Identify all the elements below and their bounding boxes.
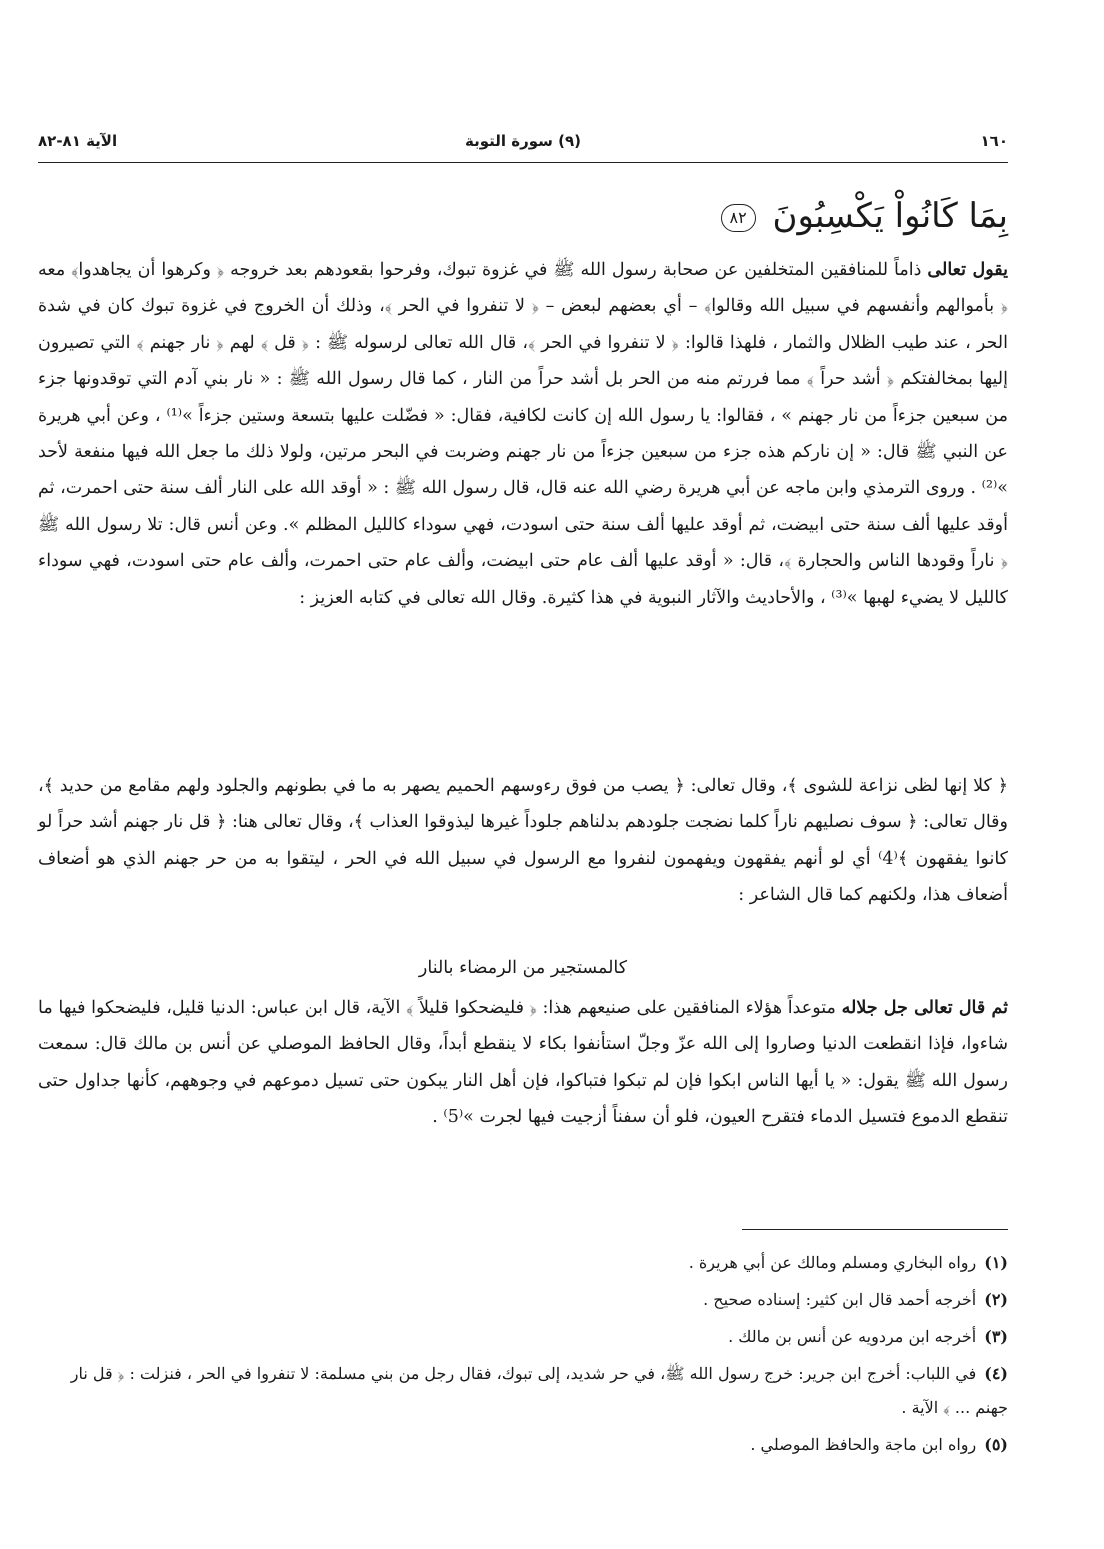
ayah-range: الآية ٨١-٨٢ <box>38 132 118 150</box>
commentary-paragraph-3 <box>38 990 1008 1136</box>
footnote-text: أخرجه ابن مردويه عن أنس بن مالك . <box>728 1327 977 1346</box>
page-number: ١٦٠ <box>980 132 1008 150</box>
footnote-label: (١) <box>984 1253 1008 1272</box>
commentary-paragraph-2 <box>38 768 1008 914</box>
footnote-label: (٢) <box>984 1290 1008 1309</box>
verse-text: بِمَا كَانُواْ يَكْسِبُونَ <box>772 196 1008 236</box>
footnote-1 <box>38 1246 1008 1280</box>
quran-verse <box>38 176 1008 256</box>
paragraph-text: ذاماً للمنافقين المتخلفين عن صحابة رسول الله ﷺ في غزوة تبوك، وفرحوا بقعودهم بعد خروجه ﴿ وكرهوا أن يجاهدوا﴾ معه ﴿ بأموالهم وأنفسهم في سبيل الله وقالوا﴾ – أي بعضهم لبعض – ﴿ لا تنفروا في الحر ﴾، وذلك أن الخروج في غزوة تبوك كان في شدة الحر ، عند طيب الظلال والثمار ، فلهذا قالوا: ﴿ لا تنفروا في الحر ﴾، قال الله تعالى لرسوله ﷺ : ﴿ قل ﴾ لهم ﴿ نار جهنم ﴾ التي تصيرون إليها بمخالفتكم ﴿ أشد حراً ﴾ مما فررتم منه من الحر بل أشد حراً من النار ، كما قال رسول الله ﷺ : « نار بني آدم التي توقدونها جزء من سبعين جزءاً من نار جهنم » ، فقالوا: يا رسول الله إن كانت لكافية، فقال: « فضّلت عليها بتسعة وستين جزءاً »⁽¹⁾ ، وعن أبي هريرة عن النبي ﷺ قال: « إن ناركم هذه جزء من سبعين جزءاً من نار جهنم وضربت في البحر مرتين، ولولا ذلك ما جعل الله فيها منفعة لأحد »⁽²⁾ . وروى الترمذي وابن ماجه عن أبي هريرة رضي الله عنه قال، قال رسول الله ﷺ : « أوقد الله على النار ألف سنة حتى احمرت، ثم أوقد عليها ألف سنة حتى ابيضت، ثم أوقد عليها ألف سنة حتى اسودت، فهي سوداء كالليل المظلم ». وعن أنس قال: تلا رسول الله ﷺ ﴿ ناراً وقودها الناس والحجارة ﴾، قال: « أوقد عليها ألف عام حتى ابيضت، وألف عام حتى احمرت، وألف عام حتى اسودت، فهي سوداء كالليل لا يضيء لهبها »⁽³⁾ ، والأحاديث والآثار النبوية في هذا كثيرة. وقال الله تعالى في كتابه العزيز : <box>38 260 1008 608</box>
footnote-5 <box>38 1428 1008 1462</box>
paragraph-text: متوعداً هؤلاء المنافقين على صنيعهم هذا: ﴿ فليضحكوا قليلاً ﴾ الآية، قال ابن عباس: الدنيا قليل، فليضحكوا فيها ما شاءوا، فإذا انقطعت الدنيا وصاروا إلى الله عزّ وجلّ استأنفوا بكاء لا ينقطع أبداً، وقال الحافظ الموصلي عن أنس بن مالك قال: سمعت رسول الله ﷺ يقول: « يا أيها الناس ابكوا فإن لم تبكوا فتباكوا، فإن أهل النار يبكون حتى تسيل دموعهم في وجوههم، كأنها جداول حتى تنقطع الدموع فتسيل الدماء فتقرح العيون، فلو أن سفناً أزجيت فيها لجرت »⁽5⁾ . <box>38 998 1008 1128</box>
footnotes-list <box>38 1246 1008 1465</box>
paragraph-lead: ثم قال تعالى جل جلاله <box>841 998 1008 1018</box>
footnote-text: رواه البخاري ومسلم ومالك عن أبي هريرة . <box>688 1253 977 1272</box>
footnote-3 <box>38 1320 1008 1354</box>
surah-title: (٩) سورة التوبة <box>465 132 581 150</box>
footnote-text: في اللباب: أخرج ابن جرير: خرج رسول الله ﷺ، في حر شديد، إلى تبوك، فقال رجل من بني مسلمة: لا تنفروا في الحر ، فنزلت : ﴿ قل نار جهنم ... ﴾ الآية . <box>70 1364 1008 1417</box>
paragraph-lead: يقول تعالى <box>927 260 1008 280</box>
footnote-label: (٥) <box>984 1435 1008 1454</box>
poem-line: كالمستجير من الرمضاء بالنار <box>418 958 628 978</box>
footnote-2 <box>38 1283 1008 1317</box>
footnote-text: أخرجه أحمد قال ابن كثير: إسناده صحيح . <box>703 1290 977 1309</box>
page-header <box>38 122 1008 163</box>
footnote-divider <box>742 1229 1008 1230</box>
footnote-text: رواه ابن ماجة والحافظ الموصلي . <box>750 1435 977 1454</box>
footnote-label: (٤) <box>984 1364 1008 1383</box>
paragraph-text: ﴿ كلا إنها لظى نزاعة للشوى ﴾، وقال تعالى: ﴿ يصب من فوق رءوسهم الحميم يصهر به ما في بطونهم والجلود ولهم مقامع من حديد ﴾، وقال تعالى: ﴿ سوف نصليهم ناراً كلما نضجت جلودهم بدلناهم جلوداً غيرها ليذوقوا العذاب ﴾، وقال تعالى هنا: ﴿ قل نار جهنم أشد حراً لو كانوا يفقهون ﴾⁽4⁾ أي لو أنهم يفقهون ويفهمون لنفروا مع الرسول في سبيل الله في الحر ، ليتقوا به من حر جهنم الذي هو أضعاف أضعاف هذا، ولكنهم كما قال الشاعر : <box>38 776 1008 906</box>
footnote-4 <box>38 1357 1008 1425</box>
commentary-paragraph-1 <box>38 252 1008 616</box>
verse-number-badge: ٨٢ <box>721 204 756 232</box>
footnote-label: (٣) <box>984 1327 1008 1346</box>
